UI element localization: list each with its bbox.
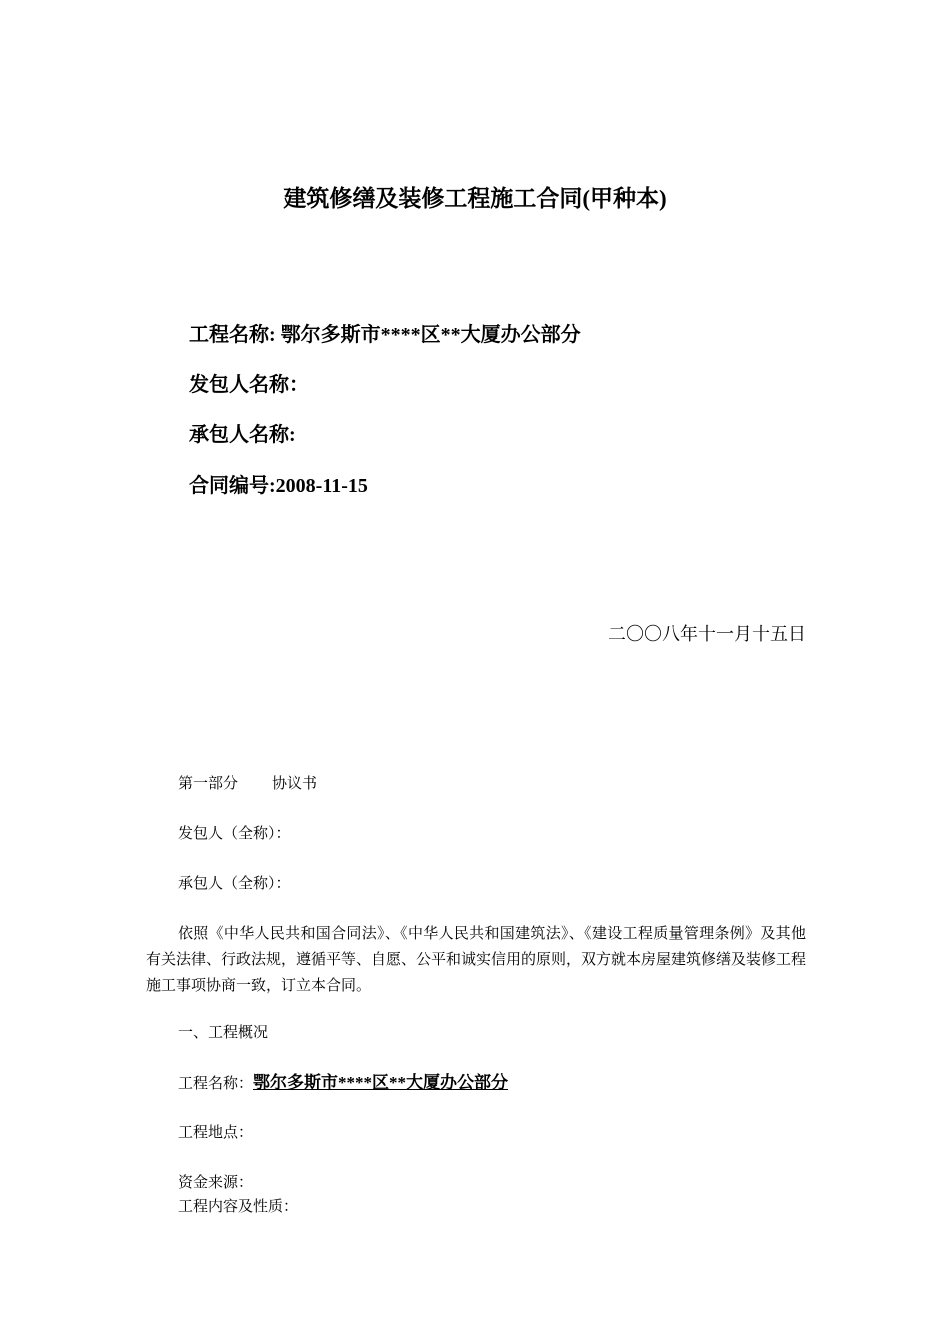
project-content-nature-line: 工程内容及性质： [178,1199,299,1215]
cover-date: 二〇〇八年十一月十五日 [608,624,806,644]
project-location-line: 工程地点： [178,1125,254,1141]
part-heading [178,773,317,795]
contractor-full-name: 承包人（全称）： [178,876,291,892]
funding-source-line: 资金来源： [178,1175,254,1191]
project-name-line [178,1072,508,1095]
cover-contractor-name: 承包人名称: [189,424,296,446]
project-name-label: 工程名称： [178,1076,254,1092]
part-title: 协议书 [272,776,318,792]
contract-title: 建筑修缮及装修工程施工合同(甲种本) [283,186,667,211]
cover-employer-name: 发包人名称： [189,374,309,396]
employer-full-name: 发包人（全称）： [178,826,291,842]
project-name-value: 鄂尔多斯市****区**大厦办公部分 [253,1073,509,1092]
part-label: 第一部分 [178,776,239,792]
cover-project-name: 工程名称: 鄂尔多斯市****区**大厦办公部分 [189,324,581,346]
preamble-paragraph: 依照《中华人民共和国合同法》、《中华人民共和国建筑法》、《建设工程质量管理条例》及其他有关法律、行政法规，遵循平等、自愿、公平和诚实信用的原则，双方就本房屋建筑修缮及装修工程施工事项协商一致，订立本合同。 [146,926,807,994]
section-heading-project-overview: 一、工程概况 [178,1025,269,1041]
cover-contract-number: 合同编号:2008-11-15 [189,475,368,497]
